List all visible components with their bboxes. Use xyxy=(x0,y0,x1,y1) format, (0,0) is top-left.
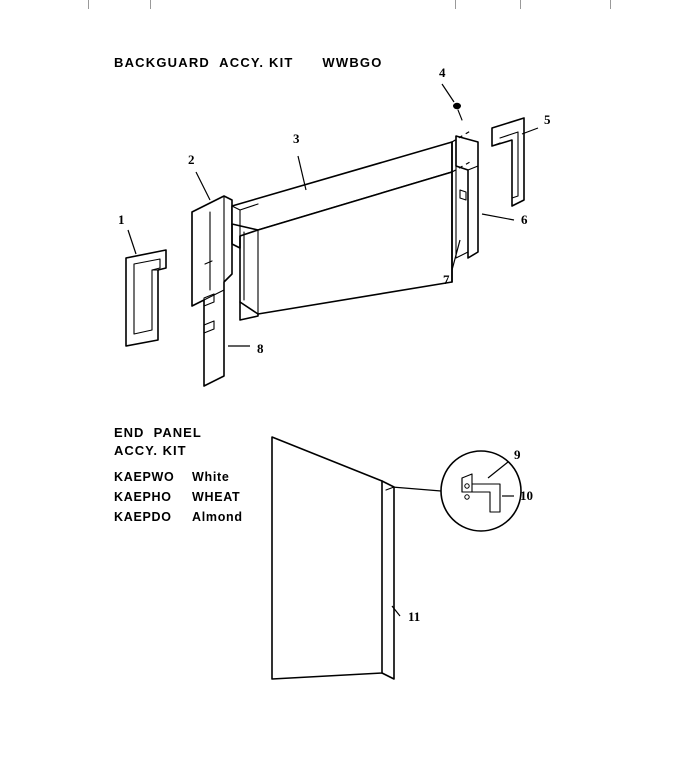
callout-3: 3 xyxy=(293,131,300,146)
callout-1: 1 xyxy=(118,212,125,227)
callout-8: 8 xyxy=(257,341,264,356)
part-1-left-trim-cap xyxy=(126,230,166,346)
callout-6: 6 xyxy=(521,212,528,227)
callout-10: 10 xyxy=(520,488,533,503)
model-code-2: KAEPDO xyxy=(114,510,172,524)
model-color-0: White xyxy=(192,470,230,484)
model-code-0: KAEPWO xyxy=(114,470,175,484)
detail-callout-circle xyxy=(392,451,521,531)
model-color-2: Almond xyxy=(192,510,243,524)
part-11-end-panel xyxy=(272,437,400,679)
part-4-mounting-screw xyxy=(442,84,462,120)
callout-9: 9 xyxy=(514,447,521,462)
part-5-right-trim-cap xyxy=(492,118,538,206)
model-code-1: KAEPHO xyxy=(114,490,172,504)
end-panel-title-line2: ACCY. KIT xyxy=(114,443,187,458)
callout-4: 4 xyxy=(439,65,446,80)
page-title-backguard: BACKGUARD ACCY. KIT WWBGO xyxy=(114,55,383,70)
callout-5: 5 xyxy=(544,112,551,127)
callout-2: 2 xyxy=(188,152,195,167)
part-6-right-side-bracket xyxy=(452,136,514,270)
model-color-1: WHEAT xyxy=(192,490,241,504)
part-3-backguard-body xyxy=(232,142,452,320)
end-panel-title-line1: END PANEL xyxy=(114,425,202,440)
callout-7: 7 xyxy=(443,272,450,287)
callout-11: 11 xyxy=(408,609,421,624)
